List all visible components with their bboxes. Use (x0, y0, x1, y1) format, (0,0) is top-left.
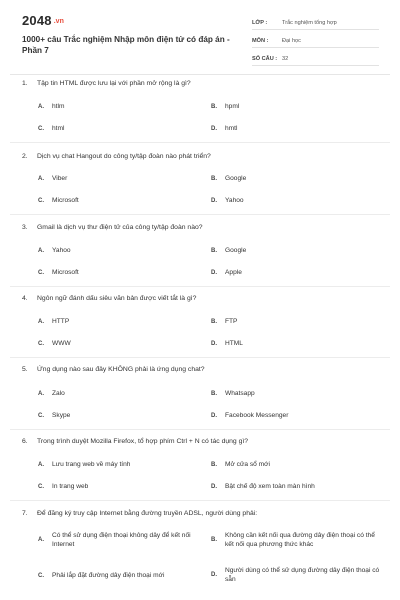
option-letter: C. (38, 270, 44, 276)
question-label: Để đăng ký truy cập Internet bằng đường truyền ADSL, người dùng phải: (37, 510, 258, 517)
option-text: hmtl (225, 125, 238, 132)
question-number: 4. (22, 295, 28, 302)
option-letter: C. (38, 413, 44, 419)
option-letter: B. (211, 248, 217, 254)
option-text: Google (225, 175, 247, 182)
header (0, 0, 400, 66)
logo-suffix: .vn (53, 18, 64, 25)
option-text: WWW (52, 340, 71, 347)
question-divider (10, 214, 390, 215)
option-b[interactable] (211, 247, 246, 254)
question-number: 7. (22, 510, 28, 517)
question-number: 1. (22, 80, 28, 87)
page-title: 1000+ câu Trắc nghiệm Nhập môn điện tử có đáp án - Phần 7 (22, 35, 230, 55)
option-a[interactable] (38, 318, 69, 325)
option-c[interactable] (38, 197, 79, 204)
option-text: Microsoft (52, 197, 79, 204)
option-c[interactable] (38, 269, 79, 276)
question-label: Ngôn ngữ đánh dấu siêu văn bản được viết tắt là gì? (37, 295, 197, 302)
option-text: HTTP (52, 318, 70, 325)
option-text: Yahoo (52, 247, 71, 254)
option-a[interactable] (38, 531, 212, 549)
option-letter: B. (211, 391, 217, 397)
option-letter: B. (211, 319, 217, 325)
option-letter: D. (211, 341, 217, 347)
option-text: In trang web (52, 483, 89, 490)
option-b[interactable] (211, 531, 385, 549)
option-text: Apple (225, 269, 242, 276)
option-letter: D. (211, 571, 217, 578)
question-label: Tập tin HTML được lưu lại với phần mở rộng là gì? (37, 80, 191, 87)
option-letter: C. (38, 198, 44, 204)
option-letter: B. (211, 176, 217, 182)
question-text (22, 224, 203, 231)
option-b[interactable] (211, 103, 239, 110)
option-text: Microsoft (52, 269, 79, 276)
option-d[interactable] (211, 125, 237, 132)
question-text (22, 366, 205, 373)
option-letter: D. (211, 413, 217, 419)
question-divider (10, 500, 390, 501)
option-text: Không cần kết nối qua đường dây điện thoại có thể kết nối qua phương thức khác (225, 532, 375, 548)
option-b[interactable] (211, 390, 255, 397)
meta-label: LỚP : (252, 20, 268, 26)
option-text: Phải lắp đặt đường dây điện thoại mới (52, 572, 165, 579)
option-text: Zalo (52, 390, 65, 397)
meta-value: Trắc nghiệm tổng hợp (282, 20, 337, 26)
option-text: Bật chế độ xem toàn màn hình (225, 483, 315, 490)
option-letter: A. (38, 176, 44, 182)
option-letter: A. (38, 104, 44, 110)
option-text: Lưu trang web về máy tính (52, 461, 131, 468)
option-a[interactable] (38, 247, 71, 254)
option-letter: A. (38, 536, 44, 543)
question-divider (10, 429, 390, 430)
option-d[interactable] (211, 483, 315, 490)
option-letter: A. (38, 391, 44, 397)
option-c[interactable] (38, 412, 70, 419)
option-c[interactable] (38, 340, 71, 347)
option-a[interactable] (38, 390, 65, 397)
option-c[interactable] (38, 483, 88, 490)
question-text (22, 295, 196, 302)
meta-value: 32 (282, 56, 289, 62)
header-divider (10, 74, 390, 75)
meta-label: MÔN : (252, 38, 269, 44)
option-letter: D. (211, 484, 217, 490)
option-letter: C. (38, 573, 44, 579)
option-text: Whatsapp (225, 390, 255, 397)
meta-value: Đại học (282, 38, 301, 44)
option-text: Skype (52, 412, 71, 419)
logo-text: 2048 (22, 13, 52, 28)
option-text: Yahoo (225, 197, 244, 204)
option-text: HTML (225, 340, 243, 347)
option-d[interactable] (211, 197, 244, 204)
option-letter: A. (38, 462, 44, 468)
question-text (22, 438, 248, 445)
option-b[interactable] (211, 175, 246, 182)
question-label: Trong trình duyệt Mozilla Firefox, tổ hợp phím Ctrl + N có tác dụng gì? (37, 438, 249, 445)
option-c[interactable] (38, 572, 164, 579)
option-letter: C. (38, 341, 44, 347)
option-text: Viber (52, 175, 68, 182)
option-letter: B. (211, 104, 217, 110)
option-text: html (52, 125, 65, 132)
question-label: Ứng dụng nào sau đây KHÔNG phải là ứng dụng chat? (37, 366, 205, 373)
question-label: Gmail là dịch vụ thư điện tử của công ty/tập đoàn nào? (37, 224, 203, 231)
question-number: 2. (22, 153, 28, 160)
meta-row-subject (252, 30, 379, 48)
option-a[interactable] (38, 461, 130, 468)
option-d[interactable] (211, 340, 243, 347)
option-d[interactable] (211, 412, 288, 419)
option-letter: C. (38, 484, 44, 490)
question-number: 3. (22, 224, 28, 231)
option-text: Có thể sử dụng điện thoại không dây để kết nối Internet (52, 532, 191, 548)
option-text: Google (225, 247, 247, 254)
question-divider (10, 142, 390, 143)
option-letter: D. (211, 126, 217, 132)
question-text (22, 510, 257, 517)
option-letter: A. (38, 319, 44, 325)
option-a[interactable] (38, 103, 64, 110)
question-number: 6. (22, 438, 28, 445)
option-text: htlm (52, 103, 65, 110)
option-letter: A. (38, 248, 44, 254)
meta-row-class (252, 12, 379, 30)
option-text: Mở cửa sổ mới (225, 461, 270, 468)
question-text (22, 153, 211, 160)
meta-row-count (252, 48, 379, 66)
question-number: 5. (22, 366, 28, 373)
option-b[interactable] (211, 461, 270, 468)
option-text: hpml (225, 103, 240, 110)
option-c[interactable] (38, 125, 64, 132)
option-text: FTP (225, 318, 238, 325)
option-text: Người dùng có thể sử dụng đường dây điện thoại có sẵn (225, 567, 380, 583)
question-divider (10, 286, 390, 287)
option-letter: D. (211, 198, 217, 204)
option-d[interactable] (211, 566, 385, 584)
option-letter: C. (38, 126, 44, 132)
option-letter: D. (211, 270, 217, 276)
question-label: Dịch vụ chat Hangout do công ty/tập đoàn nào phát triển? (37, 153, 211, 160)
option-letter: B. (211, 462, 217, 468)
meta-label: SỐ CÂU : (252, 56, 278, 62)
question-text (22, 80, 191, 87)
option-letter: B. (211, 536, 217, 543)
option-b[interactable] (211, 318, 237, 325)
quiz-meta (252, 12, 379, 66)
site-logo[interactable] (22, 13, 64, 28)
question-divider (10, 357, 390, 358)
option-d[interactable] (211, 269, 242, 276)
option-text: Facebook Messenger (225, 412, 289, 419)
option-a[interactable] (38, 175, 67, 182)
